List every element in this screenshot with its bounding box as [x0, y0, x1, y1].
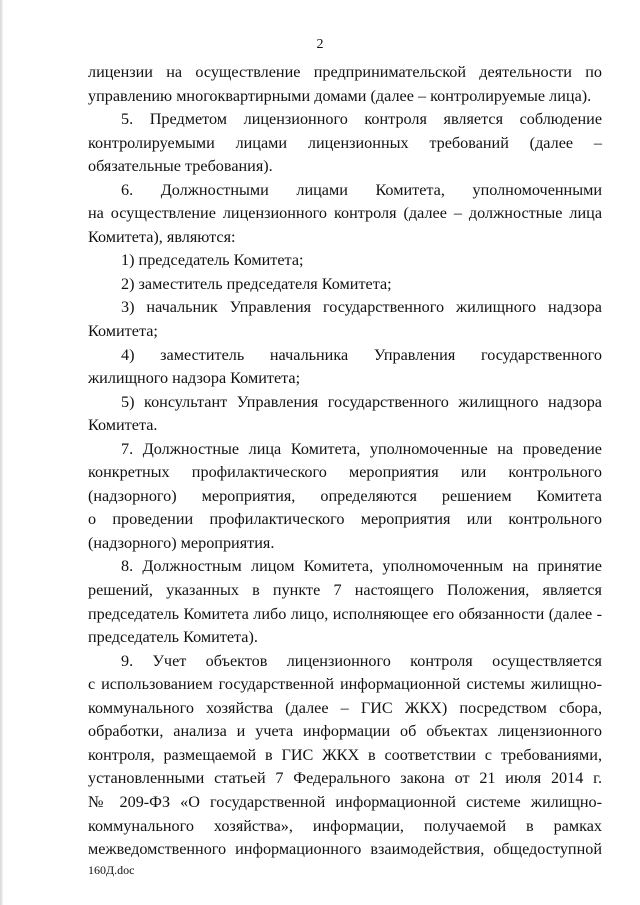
text-line: № 209-ФЗ «О государственной информационной системе жилищно-	[88, 792, 602, 811]
text-line: 6. Должностными лицами Комитета, уполномоченными	[121, 180, 602, 199]
text-line: с использованием государственной информационной системы жилищно-	[88, 675, 602, 694]
text-line: управлению многоквартирными домами (далее – контролируемые лица).	[88, 86, 592, 105]
scan-page-edge	[0, 0, 3, 905]
text-line: обработки, анализа и учета информации об объектах лицензионного	[88, 722, 602, 741]
text-line: 5. Предметом лицензионного контроля является соблюдение	[121, 110, 602, 129]
file-name-footer: 160Д.doc	[88, 863, 135, 877]
text-line: межведомственного информационного взаимодействия, общедоступной	[88, 840, 602, 859]
text-line: коммунального хозяйства (далее – ГИС ЖКХ) посредством сбора,	[88, 698, 602, 717]
text-line: конкретных профилактического мероприятия или контрольного	[88, 463, 602, 482]
text-line: Комитета.	[88, 416, 158, 435]
text-line: 8. Должностным лицом Комитета, уполномоченным на принятие	[121, 557, 602, 576]
text-line: коммунального хозяйства», информации, получаемой в рамках	[88, 816, 602, 835]
text-line: обязательные требования).	[88, 157, 273, 176]
text-line: 9. Учет объектов лицензионного контроля осуществляется	[121, 651, 602, 670]
page-number: 2	[316, 37, 324, 52]
document-body	[88, 61, 602, 862]
text-line: (надзорного) мероприятия.	[88, 533, 275, 552]
text-line: контроля, размещаемой в ГИС ЖКХ в соответствии с требованиями,	[88, 745, 602, 764]
text-line: Комитета;	[88, 322, 158, 341]
text-line: лицензии на осуществление предпринимательской деятельности по	[88, 63, 602, 81]
text-line: на осуществление лицензионного контроля (далее – должностные лица	[88, 204, 602, 223]
text-line: 5) консультант Управления государственного жилищного надзора	[121, 392, 602, 411]
text-line: жилищного надзора Комитета;	[88, 369, 301, 388]
text-line: (надзорного) мероприятия, определяются решением Комитета	[88, 486, 602, 505]
text-line: 1) председатель Комитета;	[121, 251, 304, 270]
text-line: председатель Комитета либо лицо, исполняющее его обязанности (далее -	[88, 604, 602, 623]
text-line: установленными статьей 7 Федерального закона от 21 июля 2014 г.	[88, 769, 602, 788]
text-line: 3) начальник Управления государственного жилищного надзора	[121, 298, 602, 317]
text-line: о проведении профилактического мероприятия или контрольного	[88, 510, 602, 529]
text-line: решений, указанных в пункте 7 настоящего Положения, является	[88, 581, 602, 600]
text-line: 4) заместитель начальника Управления государственного	[121, 345, 602, 364]
text-line: Комитета), являются:	[88, 227, 236, 246]
text-line: контролируемыми лицами лицензионных требований (далее –	[88, 133, 602, 152]
text-line: 2) заместитель председателя Комитета;	[121, 274, 392, 293]
text-line: 7. Должностные лица Комитета, уполномоченные на проведение	[121, 439, 602, 458]
text-line: председатель Комитета).	[88, 628, 258, 647]
